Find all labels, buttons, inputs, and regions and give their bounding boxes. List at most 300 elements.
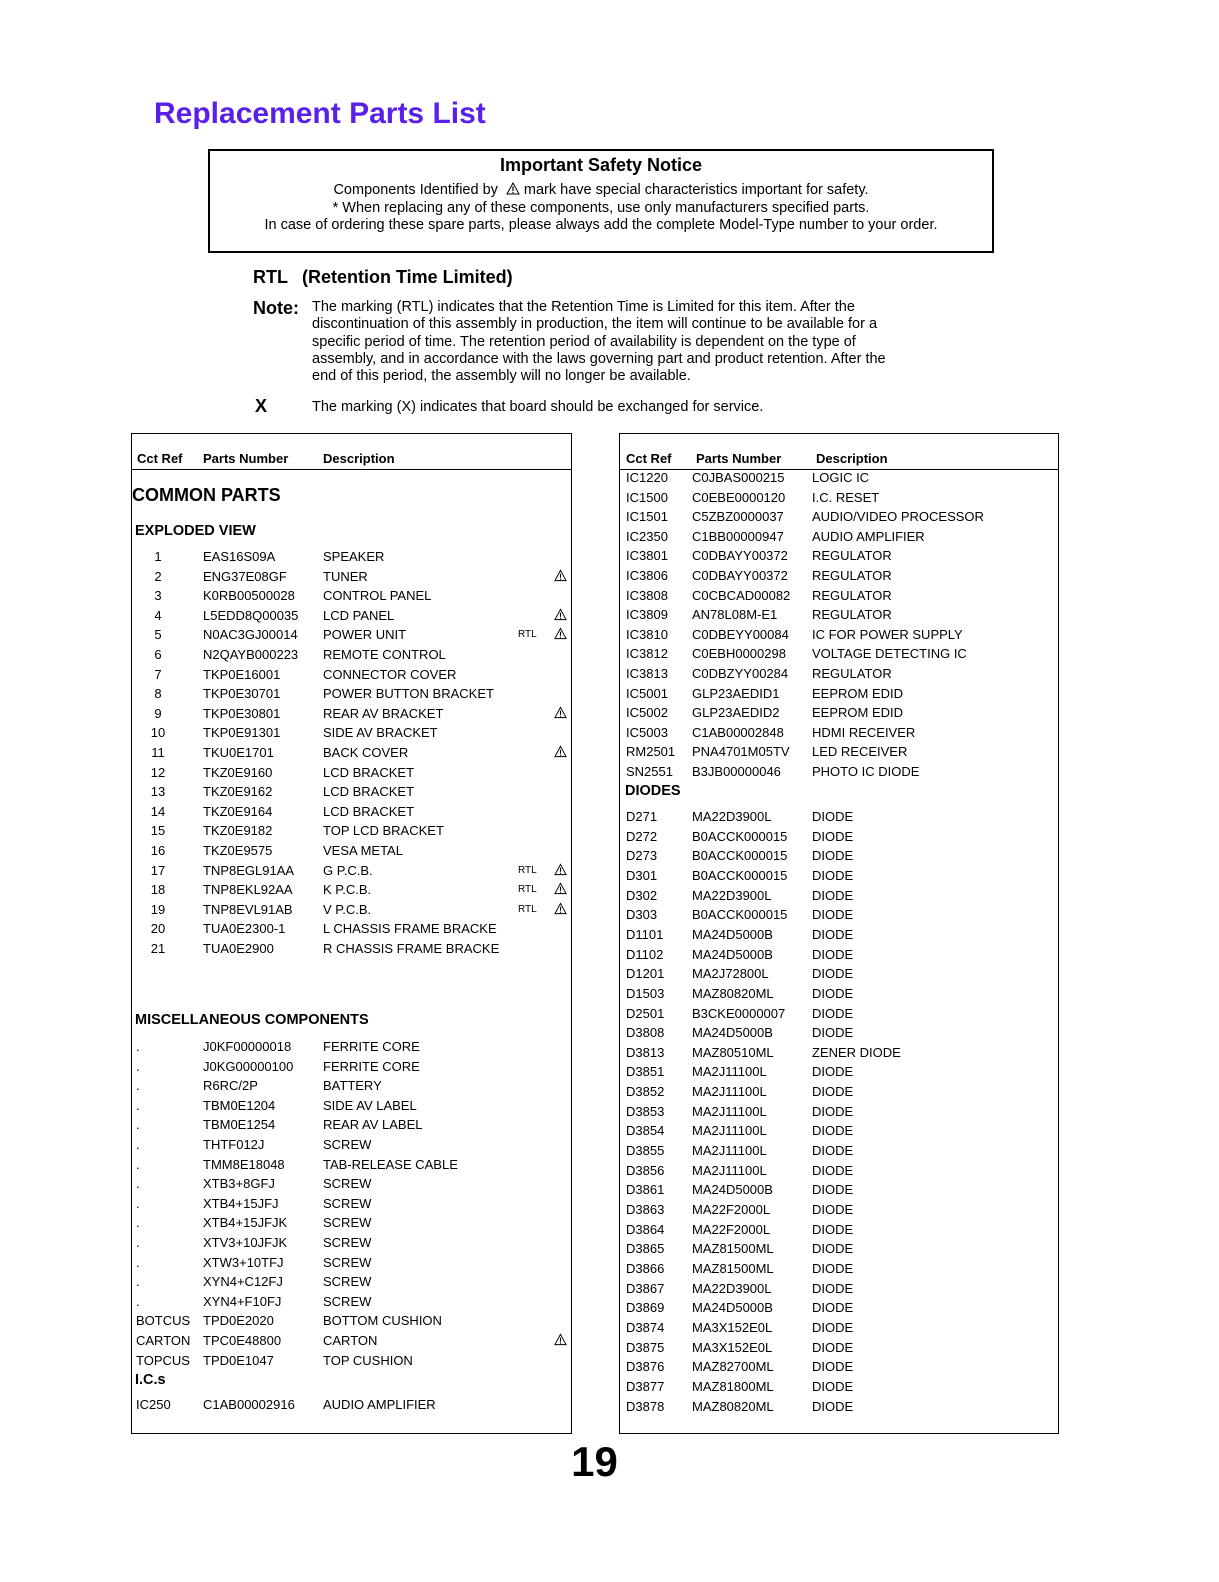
- cell-desc: DIODE: [812, 1103, 854, 1119]
- cell-desc: AUDIO AMPLIFIER: [323, 1397, 436, 1412]
- cell-desc: SCREW: [323, 1176, 372, 1192]
- cell-part: C0DBAYY00372: [692, 548, 788, 564]
- cell-part: MA22D3900L: [692, 1280, 772, 1296]
- warning-triangle-icon: [554, 569, 567, 585]
- cell-part: B3CKE0000007: [692, 1005, 786, 1021]
- table-row: [620, 1123, 1058, 1142]
- cell-part: C5ZBZ0000037: [692, 509, 784, 525]
- cell-ref: 21: [150, 941, 166, 956]
- note-label: Note:: [253, 298, 299, 318]
- cell-part: C0EBH0000298: [692, 646, 786, 662]
- table-row: [620, 1064, 1058, 1083]
- cell-part: MA2J11100L: [692, 1064, 767, 1080]
- cell-ref: .: [136, 1195, 140, 1211]
- table-row: [132, 765, 571, 784]
- table-header: [620, 434, 1058, 470]
- cell-desc: VOLTAGE DETECTING IC: [812, 646, 967, 662]
- cell-ref: D3863: [626, 1202, 665, 1217]
- table-row: [132, 804, 571, 823]
- cell-desc: DIODE: [812, 1064, 854, 1080]
- cell-ref: D302: [626, 887, 658, 903]
- cell-part: C0DBZYY00284: [692, 666, 789, 681]
- cell-part: C1BB00000947: [692, 528, 784, 544]
- cell-ref: 10: [150, 725, 166, 741]
- cell-part: MAZ81800ML: [692, 1378, 774, 1394]
- table-row: [620, 1182, 1058, 1201]
- cell-ref: IC2350: [626, 528, 668, 544]
- cell-desc: I.C. RESET: [812, 489, 880, 505]
- cell-part: C0DBAYY00372: [692, 568, 788, 583]
- cell-ref: D1101: [626, 926, 664, 942]
- cell-part: XTB4+15JFJ: [203, 1195, 279, 1211]
- cell-part: B0ACCK000015: [692, 828, 788, 844]
- cell-desc: DIODE: [812, 867, 854, 883]
- cell-ref: D3864: [626, 1221, 665, 1237]
- cell-part: TKZ0E9575: [203, 843, 273, 858]
- table-row: [132, 1294, 571, 1313]
- table-row: [132, 725, 571, 744]
- cell-part: XTB4+15JFJK: [203, 1215, 288, 1231]
- table-row: [132, 1353, 571, 1372]
- cell-desc: DIODE: [812, 1339, 854, 1355]
- cell-ref: 13: [150, 784, 166, 800]
- table-row: [620, 1025, 1058, 1044]
- cell-part: MAZ80820ML: [692, 985, 774, 1001]
- cell-desc: DIODE: [812, 1359, 854, 1375]
- table-row: [132, 1157, 571, 1176]
- cell-ref: IC3806: [626, 568, 668, 583]
- cell-part: MA24D5000B: [692, 946, 773, 962]
- cell-desc: PHOTO IC DIODE: [812, 764, 920, 779]
- cell-desc: REAR AV BRACKET: [323, 705, 444, 721]
- cell-ref: D301: [626, 867, 658, 883]
- cell-ref: IC3812: [626, 646, 668, 662]
- cell-ref: 11: [151, 745, 165, 760]
- table-row: [620, 607, 1058, 626]
- cell-ref: D3813: [626, 1044, 665, 1060]
- cell-desc: REGULATOR: [812, 568, 892, 583]
- cell-ref: D1102: [626, 946, 664, 962]
- warning-triangle-icon: [554, 902, 567, 918]
- cell-ref: .: [136, 1176, 140, 1192]
- cell-ref: 1: [154, 549, 162, 564]
- cell-desc: BOTTOM CUSHION: [323, 1313, 442, 1329]
- col-header-ref: Cct Ref: [137, 451, 183, 466]
- cell-ref: D1503: [626, 985, 665, 1001]
- cell-part: TKZ0E9164: [203, 803, 273, 819]
- cell-part: MA24D5000B: [692, 1182, 773, 1198]
- cell-part: N2QAYB000223: [203, 647, 299, 662]
- cell-desc: SCREW: [323, 1274, 372, 1290]
- table-row: [132, 745, 571, 764]
- cell-desc: POWER BUTTON BRACKET: [323, 686, 494, 702]
- cell-ref: 16: [150, 843, 166, 858]
- table-row: [620, 1241, 1058, 1260]
- table-row: [132, 549, 571, 568]
- col-header-part: Parts Number: [203, 451, 289, 466]
- cell-part: GLP23AEDID1: [692, 685, 780, 701]
- cell-ref: 17: [150, 862, 166, 878]
- rtl-mark: RTL: [518, 903, 537, 915]
- cell-part: MA24D5000B: [692, 1025, 773, 1041]
- warning-triangle-icon: [506, 182, 520, 195]
- cell-ref: D3808: [626, 1025, 665, 1041]
- table-row: [132, 882, 571, 901]
- cell-part: EAS16S09A: [203, 549, 276, 564]
- cell-ref: .: [136, 1254, 140, 1270]
- cell-part: GLP23AEDID2: [692, 705, 780, 721]
- table-row: [132, 902, 571, 921]
- cell-ref: D3852: [626, 1084, 665, 1100]
- cell-ref: IC3810: [626, 626, 668, 642]
- table-row: [132, 843, 571, 862]
- table-row: [132, 1215, 571, 1234]
- cell-desc: DIODE: [812, 907, 854, 923]
- col-header-desc: Description: [323, 451, 395, 466]
- cell-part: AN78L08M-E1: [692, 607, 778, 623]
- table-row: [620, 1281, 1058, 1300]
- table-row: [132, 1196, 571, 1215]
- cell-ref: D1201: [626, 966, 665, 982]
- cell-desc: DIODE: [812, 828, 854, 844]
- table-row: [620, 1320, 1058, 1339]
- cell-part: TNP8EVL91AB: [203, 901, 293, 917]
- cell-desc: REAR AV LABEL: [323, 1117, 423, 1133]
- table-row: [620, 829, 1058, 848]
- cell-ref: D3877: [626, 1378, 665, 1394]
- cell-desc: DIODE: [812, 1005, 854, 1021]
- cell-desc: LCD BRACKET: [323, 803, 415, 819]
- cell-part: XYN4+F10FJ: [203, 1293, 282, 1309]
- cell-ref: 9: [154, 705, 162, 721]
- table-row: [620, 1340, 1058, 1359]
- cell-part: MA22F2000L: [692, 1221, 771, 1237]
- cell-ref: .: [136, 1293, 140, 1309]
- cell-desc: SIDE AV LABEL: [323, 1097, 417, 1113]
- cell-ref: .: [136, 1078, 140, 1094]
- rtl-abbr: RTL: [253, 267, 288, 287]
- cell-desc: G P.C.B.: [323, 862, 373, 878]
- table-row: [132, 941, 571, 960]
- table-row: [620, 809, 1058, 828]
- table-row: [620, 588, 1058, 607]
- cell-ref: D3865: [626, 1241, 665, 1257]
- section-title-common-parts: COMMON PARTS: [132, 485, 281, 505]
- page-number: 19: [571, 1438, 618, 1485]
- cell-desc: R CHASSIS FRAME BRACKE: [323, 941, 500, 956]
- cell-part: MA24D5000B: [692, 1300, 773, 1316]
- table-row: [132, 608, 571, 627]
- table-row: [132, 667, 571, 686]
- cell-part: J0KF00000018: [203, 1039, 292, 1054]
- table-row: [620, 1006, 1058, 1025]
- cell-desc: K P.C.B.: [323, 882, 372, 898]
- cell-part: TKP0E30701: [203, 686, 281, 702]
- cell-desc: SPEAKER: [323, 549, 385, 564]
- cell-desc: EEPROM EDID: [812, 705, 904, 721]
- cell-desc: TOP LCD BRACKET: [323, 823, 444, 839]
- cell-ref: D3851: [626, 1064, 665, 1080]
- safety-notice-line-3: In case of ordering these spare parts, please always add the complete Model-Type number to your order.: [264, 217, 938, 233]
- cell-part: TBM0E1254: [203, 1117, 276, 1133]
- table-row: [132, 1274, 571, 1293]
- cell-desc: ZENER DIODE: [812, 1044, 901, 1060]
- rtl-mark: RTL: [518, 864, 537, 876]
- table-row: [132, 921, 571, 940]
- cell-desc: HDMI RECEIVER: [812, 724, 916, 740]
- cell-part: MA2J11100L: [692, 1103, 767, 1119]
- cell-part: TKP0E91301: [203, 725, 281, 741]
- cell-desc: DIODE: [812, 1025, 854, 1041]
- cell-part: MA2J11100L: [692, 1084, 767, 1100]
- table-row: [132, 686, 571, 705]
- cell-part: ENG37E08GF: [203, 568, 287, 584]
- cell-desc: CARTON: [323, 1333, 378, 1348]
- cell-desc: REGULATOR: [812, 587, 892, 603]
- cell-part: TNP8EKL92AA: [203, 882, 293, 898]
- cell-desc: SCREW: [323, 1254, 372, 1270]
- table-row: [132, 1137, 571, 1156]
- table-row: [620, 646, 1058, 665]
- warning-triangle-icon: [554, 863, 567, 879]
- cell-desc: REGULATOR: [812, 607, 892, 623]
- table-row: [620, 947, 1058, 966]
- cell-ref: 2: [154, 568, 162, 584]
- cell-part: TPC0E48800: [203, 1333, 282, 1348]
- table-row: [132, 1333, 571, 1352]
- cell-part: MA22D3900L: [692, 809, 772, 824]
- cell-ref: D3853: [626, 1103, 665, 1119]
- cell-part: MAZ82700ML: [692, 1359, 774, 1375]
- cell-ref: 15: [150, 823, 166, 839]
- table-row: [132, 1098, 571, 1117]
- cell-part: MAZ80820ML: [692, 1398, 774, 1414]
- cell-desc: DIODE: [812, 1241, 854, 1257]
- cell-part: B0ACCK000015: [692, 867, 788, 883]
- cell-part: K0RB00500028: [203, 588, 295, 604]
- cell-ref: 4: [154, 607, 162, 623]
- cell-ref: D3875: [626, 1339, 665, 1355]
- cell-ref: .: [136, 1215, 140, 1231]
- cell-ref: IC5001: [626, 685, 668, 701]
- cell-ref: 14: [150, 803, 166, 819]
- cell-ref: IC1500: [626, 489, 668, 505]
- col-header-ref: Cct Ref: [626, 451, 672, 466]
- table-row: [620, 1261, 1058, 1280]
- cell-desc: DIODE: [812, 1162, 854, 1178]
- table-row: [132, 1235, 571, 1254]
- cell-ref: 19: [150, 901, 166, 917]
- cell-part: MA24D5000B: [692, 926, 773, 942]
- table-row: [620, 1202, 1058, 1221]
- table-header: [132, 434, 571, 470]
- cell-ref: 5: [154, 627, 162, 643]
- cell-ref: BOTCUS: [136, 1313, 191, 1329]
- table-row: [620, 907, 1058, 926]
- table-row: [132, 784, 571, 803]
- cell-part: C0JBAS000215: [692, 470, 785, 485]
- cell-ref: D3861: [626, 1182, 665, 1198]
- cell-ref: .: [136, 1156, 140, 1172]
- cell-ref: 7: [154, 666, 162, 682]
- cell-part: MA2J11100L: [692, 1162, 767, 1178]
- cell-desc: BACK COVER: [323, 745, 409, 760]
- cell-ref: D3874: [626, 1319, 665, 1335]
- cell-part: C0CBCAD00082: [692, 587, 791, 603]
- cell-part: XYN4+C12FJ: [203, 1274, 283, 1290]
- cell-ref: IC3809: [626, 607, 668, 623]
- table-row: [132, 1176, 571, 1195]
- cell-desc: REGULATOR: [812, 666, 892, 681]
- cell-ref: IC1501: [626, 509, 668, 525]
- cell-part: L5EDD8Q00035: [203, 607, 299, 623]
- cell-ref: 8: [154, 686, 162, 702]
- cell-desc: SIDE AV BRACKET: [323, 725, 438, 741]
- warning-triangle-icon: [554, 706, 567, 722]
- col-header-desc: Description: [816, 451, 888, 466]
- x-label: X: [255, 396, 268, 416]
- cell-part: TUA0E2900: [203, 941, 274, 956]
- cell-ref: 6: [154, 647, 162, 662]
- rtl-mark: RTL: [518, 629, 537, 641]
- table-row: [620, 1222, 1058, 1241]
- table-row: [132, 1117, 571, 1136]
- cell-ref: D3876: [626, 1359, 665, 1375]
- cell-desc: TAB-RELEASE CABLE: [323, 1156, 458, 1172]
- table-row: [620, 1104, 1058, 1123]
- cell-ref: 12: [150, 764, 166, 780]
- cell-ref: 3: [154, 588, 162, 604]
- table-row: [132, 706, 571, 725]
- cell-ref: TOPCUS: [136, 1352, 190, 1368]
- col-header-part: Parts Number: [696, 451, 782, 466]
- cell-ref: 18: [150, 882, 166, 898]
- cell-part: MAZ81500ML: [692, 1260, 774, 1276]
- cell-desc: DIODE: [812, 1084, 854, 1100]
- cell-ref: D271: [626, 809, 658, 824]
- cell-part: TBM0E1204: [203, 1097, 276, 1113]
- cell-ref: IC3808: [626, 587, 668, 603]
- cell-part: R6RC/2P: [203, 1078, 258, 1094]
- cell-part: MA2J11100L: [692, 1123, 767, 1139]
- page-title: Replacement Parts List: [154, 97, 486, 130]
- warning-triangle-icon: [554, 1333, 567, 1349]
- cell-part: XTB3+8GFJ: [203, 1176, 275, 1192]
- cell-part: MA22F2000L: [692, 1202, 771, 1217]
- cell-ref: .: [136, 1235, 140, 1250]
- cell-ref: D3856: [626, 1162, 665, 1178]
- cell-part: B3JB00000046: [692, 764, 781, 779]
- warning-triangle-icon: [554, 882, 567, 898]
- cell-ref: .: [136, 1137, 140, 1152]
- cell-desc: LED RECEIVER: [812, 744, 908, 760]
- cell-ref: D272: [626, 828, 658, 844]
- cell-part: B0ACCK000015: [692, 907, 788, 923]
- warning-triangle-icon: [554, 627, 567, 643]
- table-row: [132, 569, 571, 588]
- table-row: [132, 823, 571, 842]
- cell-desc: IC FOR POWER SUPPLY: [812, 626, 963, 642]
- cell-part: C1AB00002916: [203, 1397, 295, 1412]
- cell-desc: CONTROL PANEL: [323, 588, 432, 604]
- cell-desc: DIODE: [812, 1143, 854, 1159]
- rtl-note-text: The marking (RTL) indicates that the Retention Time is Limited for this item. After the discontinuation of this assembly in production, the item will continue to be available for a specific period of time. The retention period of availability is dependent on the type of assembly, and in accordance with the laws governing part and product retention. After the end of this period, the assembly will no longer be available.: [312, 299, 886, 385]
- cell-ref: D303: [626, 907, 658, 923]
- table-row: [620, 548, 1058, 567]
- cell-ref: IC3813: [626, 666, 668, 681]
- table-row: [620, 1045, 1058, 1064]
- left-parts-table: [131, 433, 572, 1434]
- cell-desc: DIODE: [812, 946, 854, 962]
- cell-part: TMM8E18048: [203, 1156, 285, 1172]
- cell-desc: POWER UNIT: [323, 627, 407, 643]
- table-row: [132, 647, 571, 666]
- cell-ref: D3855: [626, 1143, 665, 1159]
- cell-desc: CONNECTOR COVER: [323, 666, 457, 682]
- table-row: [620, 1143, 1058, 1162]
- cell-ref: IC5002: [626, 705, 668, 721]
- cell-ref: CARTON: [136, 1333, 191, 1348]
- cell-desc: DIODE: [812, 1300, 854, 1316]
- cell-part: TKP0E16001: [203, 666, 281, 682]
- cell-ref: D3866: [626, 1260, 665, 1276]
- cell-desc: DIODE: [812, 1260, 854, 1276]
- cell-ref: D3854: [626, 1123, 665, 1139]
- cell-ref: 20: [150, 921, 166, 937]
- safety-notice-heading: Important Safety Notice: [499, 155, 703, 175]
- table-row: [620, 725, 1058, 744]
- cell-part: TKZ0E9162: [203, 784, 273, 800]
- cell-desc: SCREW: [323, 1137, 372, 1152]
- table-row: [620, 764, 1058, 783]
- cell-part: TUA0E2300-1: [203, 921, 286, 937]
- table-row: [132, 1078, 571, 1097]
- cell-part: TPD0E2020: [203, 1313, 274, 1329]
- cell-ref: D3878: [626, 1398, 665, 1414]
- table-row: [132, 627, 571, 646]
- cell-part: C0EBE0000120: [692, 489, 786, 505]
- cell-part: XTV3+10JFJK: [203, 1235, 288, 1250]
- cell-part: MA22D3900L: [692, 887, 772, 903]
- cell-desc: BATTERY: [323, 1078, 382, 1094]
- table-row: [132, 1059, 571, 1078]
- cell-part: TKZ0E9160: [203, 764, 273, 780]
- cell-desc: DIODE: [812, 887, 854, 903]
- table-row: [620, 868, 1058, 887]
- cell-desc: SCREW: [323, 1195, 372, 1211]
- table-row: [620, 1163, 1058, 1182]
- cell-part: TKZ0E9182: [203, 823, 273, 839]
- cell-desc: LCD BRACKET: [323, 764, 415, 780]
- cell-part: J0KG00000100: [203, 1058, 294, 1074]
- cell-desc: EEPROM EDID: [812, 685, 904, 701]
- cell-ref: .: [136, 1117, 140, 1133]
- safety-notice-box: [208, 149, 994, 253]
- rtl-heading: [253, 267, 513, 288]
- cell-ref: D3867: [626, 1280, 665, 1296]
- table-row: [132, 1313, 571, 1332]
- cell-desc: LCD PANEL: [323, 607, 395, 623]
- cell-part: THTF012J: [203, 1137, 265, 1152]
- cell-desc: L CHASSIS FRAME BRACKE: [323, 921, 497, 937]
- cell-ref: IC1220: [626, 470, 668, 485]
- table-row: [620, 927, 1058, 946]
- cell-ref: SN2551: [626, 764, 673, 779]
- table-row: [620, 1084, 1058, 1103]
- cell-part: TKU0E1701: [203, 745, 274, 760]
- cell-desc: VESA METAL: [323, 843, 403, 858]
- table-row: [620, 470, 1058, 489]
